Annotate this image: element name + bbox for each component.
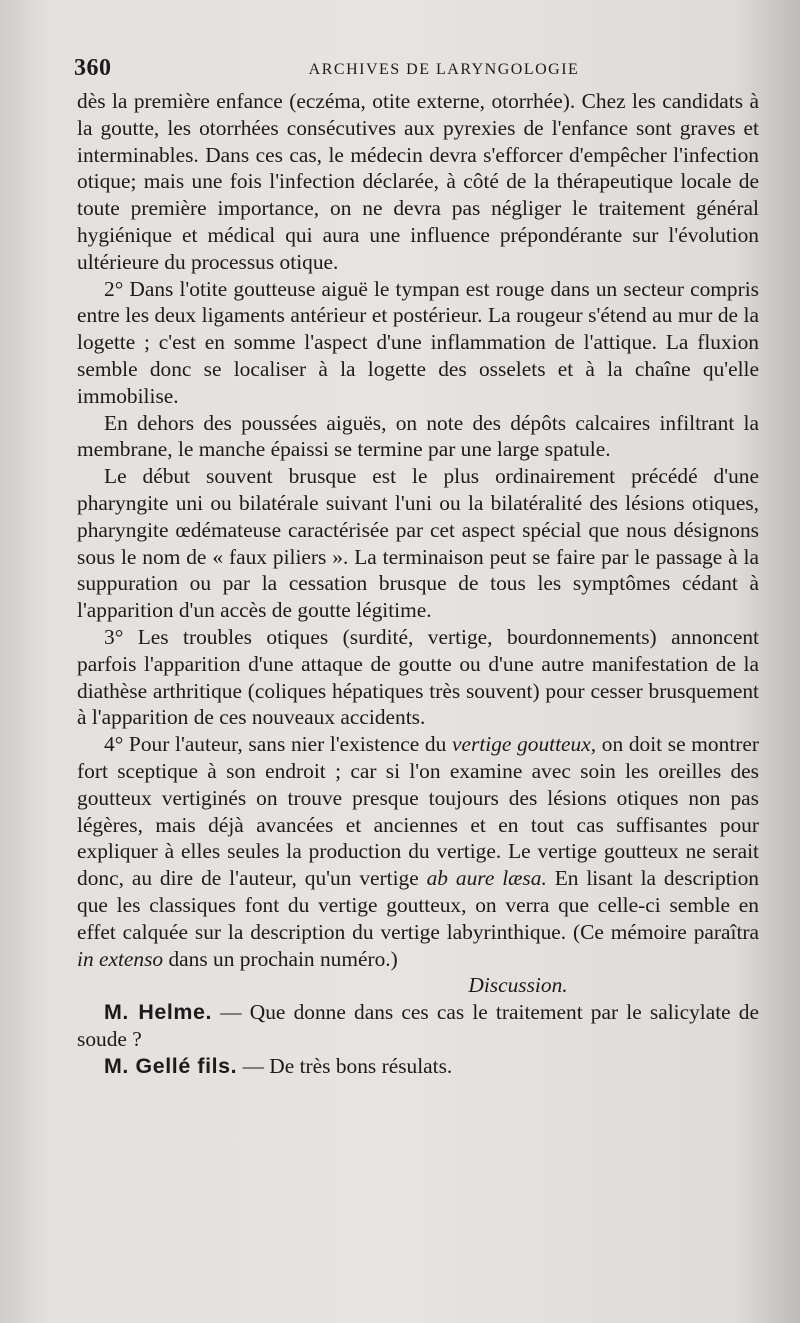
speaker-name: M. Helme. bbox=[104, 1000, 213, 1025]
page-header bbox=[74, 55, 754, 85]
page-number: 360 bbox=[74, 55, 112, 81]
discussion-entry-1 bbox=[77, 999, 759, 1053]
speaker-remark: — De très bons résulats. bbox=[237, 1053, 453, 1078]
paragraph-6-text-e: En lisant la description que les classiques font du vertige goutteux, on verra que celle-ci semble en effet calquée sur la description du vertige labyrinthique. (Ce mémoire paraîtra bbox=[77, 866, 759, 944]
discussion-heading: Discussion. bbox=[468, 973, 568, 998]
paragraph-5: 3° Les troubles otiques (surdité, vertige, bourdonnements) annoncent parfois l'apparition d'une attaque de goutte ou d'une autre manifestation de la diathèse arthritique (coliques hépatiques très souvent) pour cesser brusquement à l'apparition de ces nouveaux accidents. bbox=[77, 624, 759, 730]
body-text bbox=[77, 88, 759, 1079]
paragraph-6-text-a: 4° Pour l'auteur, sans nier l'existence du bbox=[104, 732, 453, 757]
paragraph-6-italic-latin: ab aure læsa. bbox=[426, 866, 547, 891]
paragraph-6 bbox=[77, 731, 759, 972]
discussion-entry-2 bbox=[77, 1053, 759, 1080]
paragraph-6-text-g: dans un prochain numéro.) bbox=[163, 946, 398, 971]
paragraph-3: En dehors des poussées aiguës, on note des dépôts calcaires infiltrant la membrane, le manche épaissi se termine par une large spatule. bbox=[77, 410, 759, 462]
running-title: ARCHIVES DE LARYNGOLOGIE bbox=[308, 61, 580, 78]
paragraph-6-italic-vertige: vertige goutteux, bbox=[452, 732, 597, 757]
paragraph-6-text-c: on doit se montrer fort sceptique à son endroit ; car si l'on examine avec soin les oreilles des goutteux vertiginés on trouve presque toujours des lésions otiques non pas légères, mais déjà avancées et anciennes et en tout cas suffisantes pour expliquer à elles seules la production du vertige. Le vertige goutteux ne serait donc, au dire de l'auteur, qu'un vertige bbox=[77, 732, 760, 891]
paragraph-1: dès la première enfance (eczéma, otite externe, otorrhée). Chez les candidats à la goutte, les otorrhées consécutives aux pyrexies de l'enfance sont graves et interminables. Dans ces cas, le médecin devra s'efforcer d'empêcher l'infection otique; mais une fois l'infection déclarée, à côté de la thérapeutique locale de toute première importance, on ne devra pas négliger le traitement général hygiénique et médical qui aura une influence prépondérante sur l'évolution ultérieure du processus otique. bbox=[77, 89, 759, 274]
speaker-name: M. Gellé fils. bbox=[104, 1053, 238, 1078]
paragraph-6-italic-extenso: in extenso bbox=[77, 946, 164, 971]
paragraph-4: Le début souvent brusque est le plus ordinairement précédé d'une pharyngite uni ou bilatérale suivant l'uni ou la bilatéralité des lésions otiques, pharyngite œdémateuse caractérisée par cet aspect spécial que nous désignons sous le nom de « faux piliers ». La terminaison peut se faire par le passage à la suppuration ou par la cessation brusque de tous les symptômes cédant à l'apparition d'un accès de goutte légitime. bbox=[77, 464, 759, 623]
paragraph-2: 2° Dans l'otite goutteuse aiguë le tympan est rouge dans un secteur compris entre les deux ligaments antérieur et postérieur. La rougeur s'étend au mur de la logette ; c'est en somme l'aspect d'une inflammation de l'attique. La fluxion semble donc se localiser à la logette des osselets et à la chaîne qu'elle immobilise. bbox=[77, 276, 759, 408]
speaker-remark: — Que donne dans ces cas le traitement par le salicylate de soude ? bbox=[77, 1000, 759, 1051]
